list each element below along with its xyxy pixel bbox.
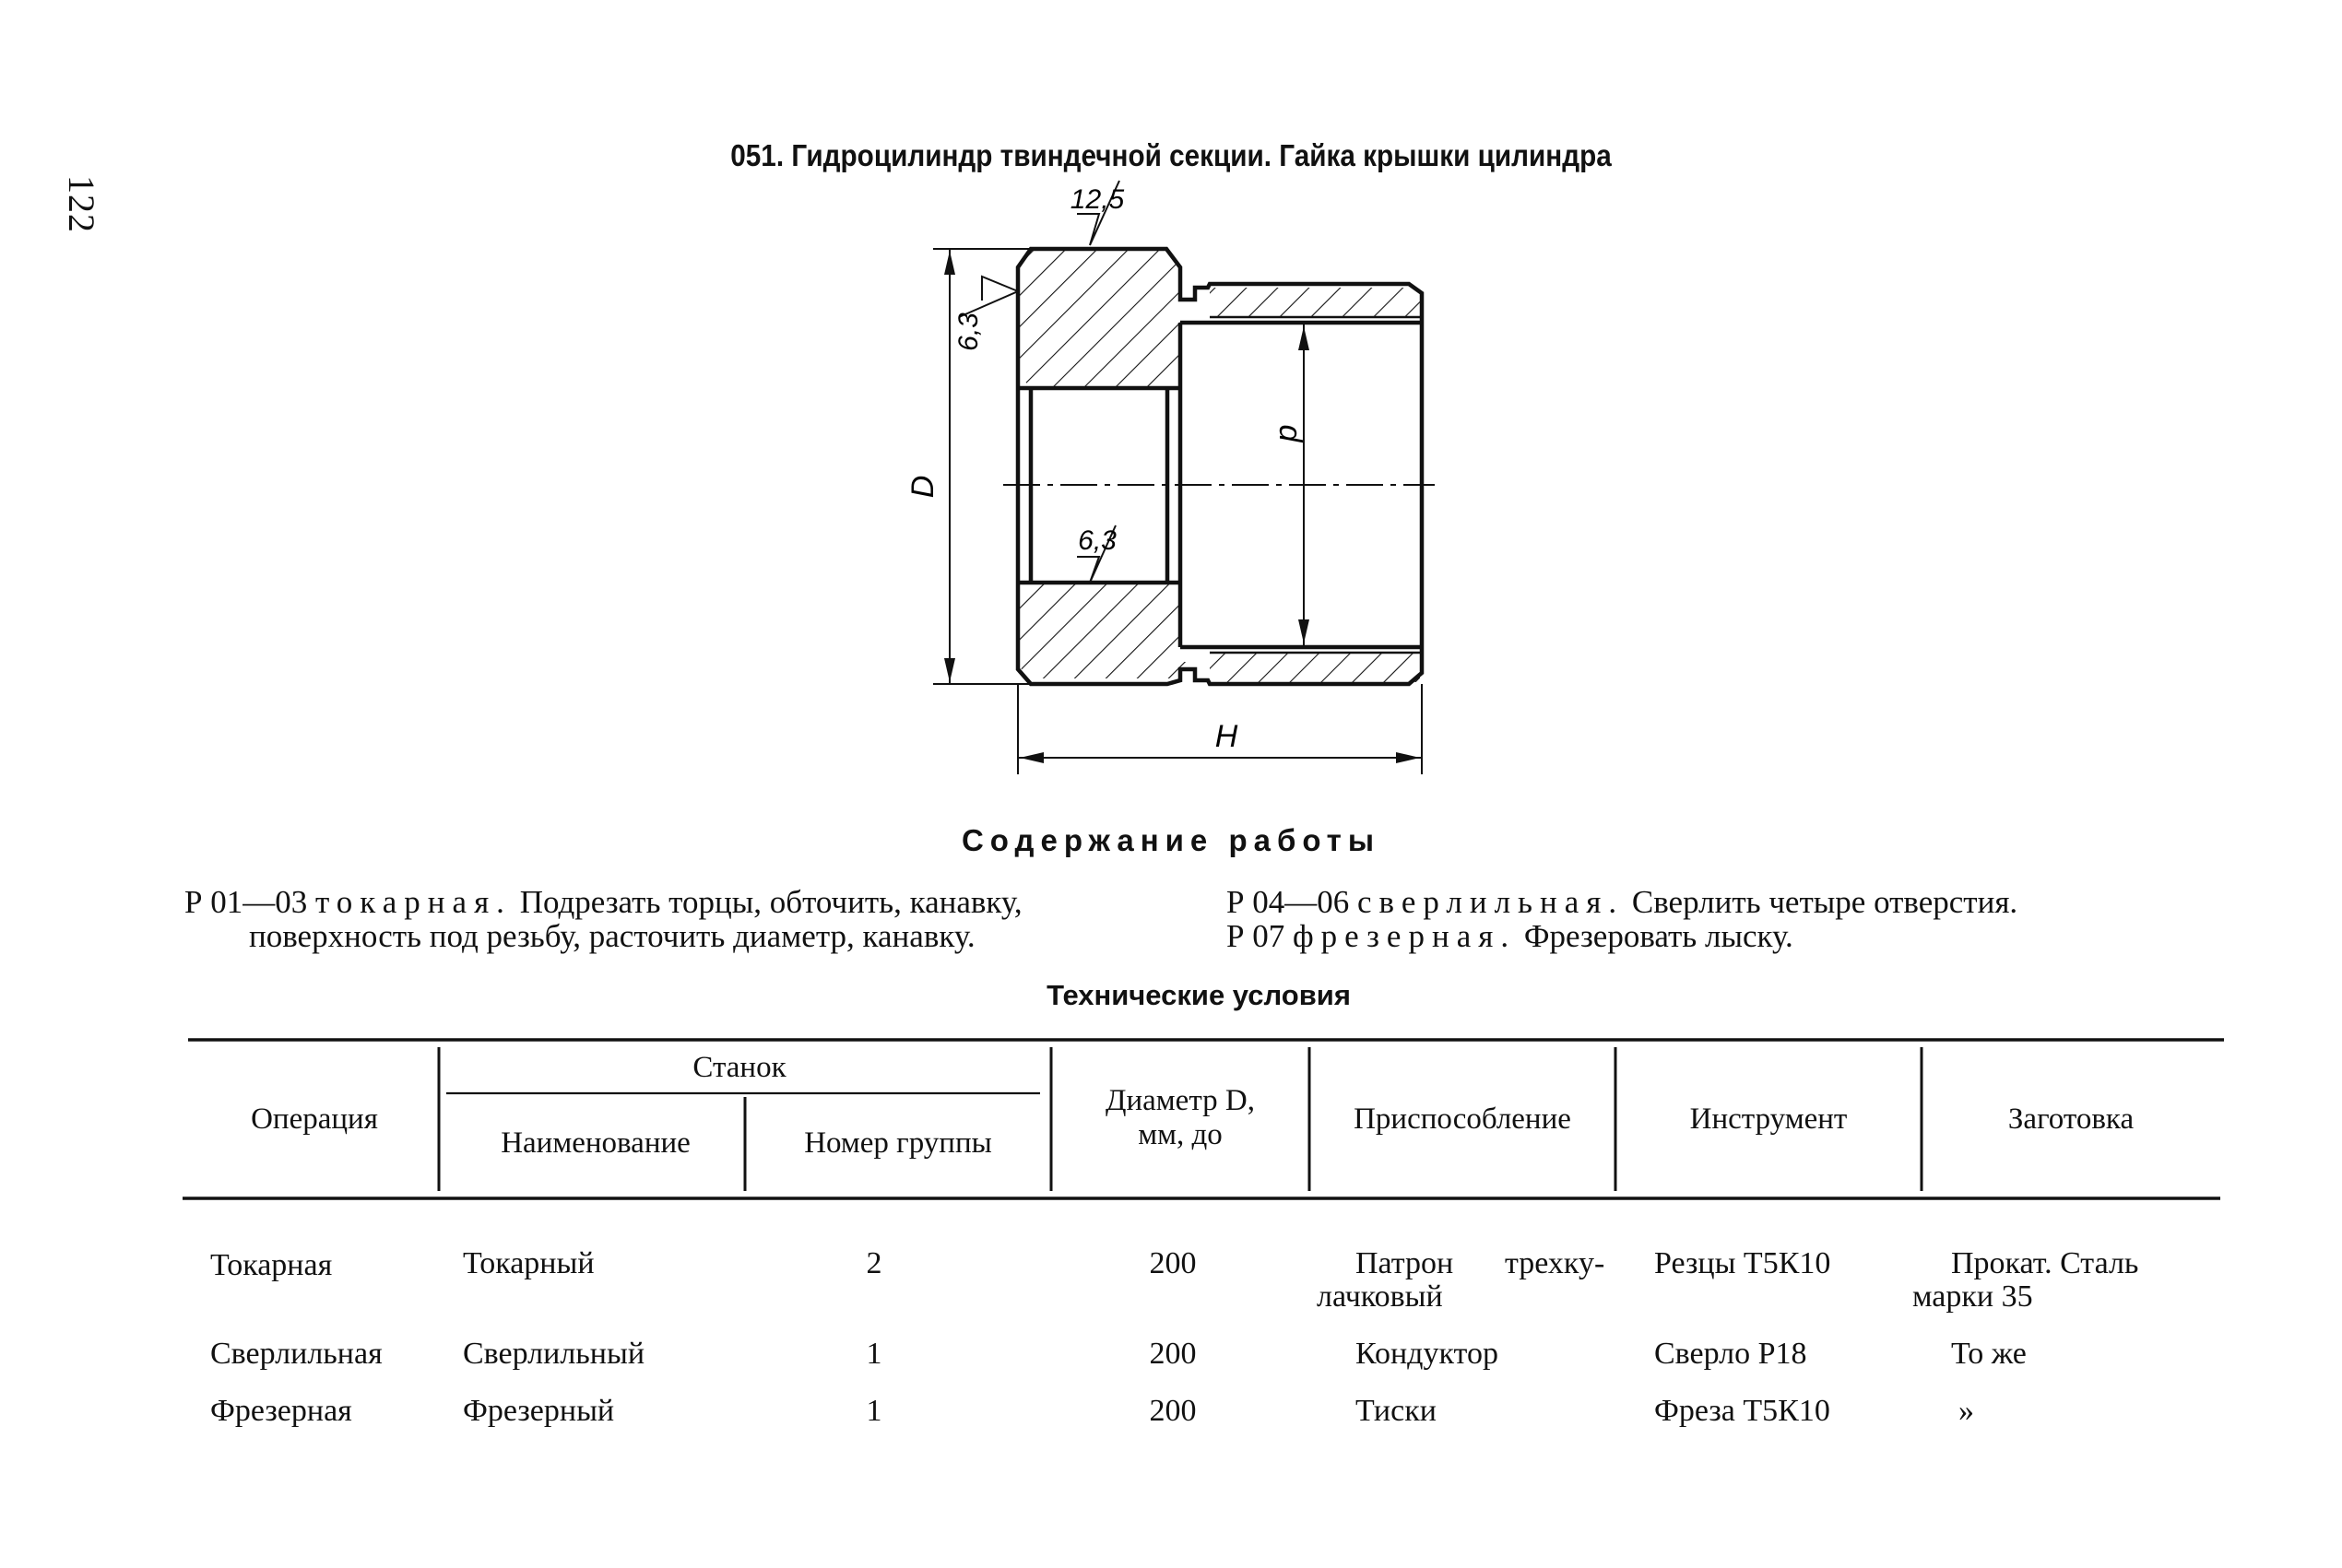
cell-blank: » [1958, 1394, 1974, 1428]
cell-fixture-word: трехку- [1505, 1246, 1605, 1280]
tech-conditions-heading: Технические условия [1047, 979, 1351, 1011]
cell-machine: Фрезерный [463, 1394, 615, 1428]
op-code: Р 04—06 [1226, 884, 1350, 920]
cell-tool: Сверло Р18 [1654, 1337, 1807, 1371]
header-machine: Станок [692, 1051, 787, 1084]
cell-group: 1 [866, 1394, 882, 1428]
label-D: D [905, 475, 940, 499]
work-content-heading: Содержание работы [961, 823, 1381, 857]
cell-operation: Фрезерная [210, 1394, 352, 1428]
header-fixture: Приспособление [1354, 1102, 1571, 1136]
page-number: 122 [61, 175, 102, 233]
cell-blank: Прокат. Сталь [1951, 1246, 2139, 1280]
label-d: d [1272, 424, 1307, 442]
op-code: Р 07 [1226, 918, 1285, 954]
roughness-bore-label: 6,3 [1078, 525, 1117, 556]
cell-group: 1 [866, 1337, 882, 1371]
header-diameter-line1: Диаметр D, [1105, 1084, 1255, 1117]
op-text-continued: поверхность под резьбу, расточить диаметр, канавку. [249, 918, 976, 954]
roughness-top-label: 12,5 [1070, 184, 1125, 215]
op-text: Сверлить четыре отверстия. [1631, 884, 2018, 920]
cell-tool: Резцы Т5К10 [1654, 1246, 1831, 1280]
cell-diameter: 200 [1149, 1394, 1197, 1428]
cell-diameter: 200 [1149, 1246, 1197, 1280]
op-name: токарная. [314, 884, 512, 920]
op-name: сверлильная. [1356, 884, 1625, 920]
cell-fixture: Кондуктор [1355, 1337, 1498, 1371]
header-machine-name: Наименование [501, 1126, 691, 1160]
op-text: Фрезеровать лыску. [1523, 918, 1793, 954]
cell-operation: Сверлильная [210, 1337, 383, 1371]
label-H: H [1214, 719, 1238, 754]
cell-tool: Фреза Т5К10 [1654, 1394, 1830, 1428]
cell-blank: То же [1951, 1337, 2027, 1371]
op-name: фрезерная. [1292, 918, 1517, 954]
cell-machine: Сверлильный [463, 1337, 645, 1371]
roughness-left-label: 6,3 [953, 312, 984, 351]
cell-fixture-word: Патрон [1355, 1246, 1454, 1280]
header-blank: Заготовка [2007, 1102, 2135, 1136]
header-tool: Инструмент [1689, 1102, 1848, 1136]
header-machine-group: Номер группы [804, 1126, 992, 1160]
op-text: Подрезать торцы, обточить, канавку, [519, 884, 1023, 920]
header-diameter [1051, 1084, 1309, 1152]
header-operation: Операция [251, 1102, 378, 1136]
op-code: Р 01—03 [184, 884, 308, 920]
cell-operation: Токарная [210, 1248, 333, 1282]
header-diameter-line2: мм, до [1138, 1118, 1223, 1151]
page-title: 051. Гидроцилиндр твиндечной секции. Гайка крышки цилиндра [730, 138, 1612, 172]
cell-fixture-cont: лачковый [1317, 1279, 1443, 1314]
cell-diameter: 200 [1149, 1337, 1197, 1371]
cell-group: 2 [866, 1246, 882, 1280]
cell-fixture: Тиски [1355, 1394, 1437, 1428]
cell-blank-cont: марки 35 [1912, 1279, 2033, 1314]
cell-machine: Токарный [463, 1246, 595, 1280]
